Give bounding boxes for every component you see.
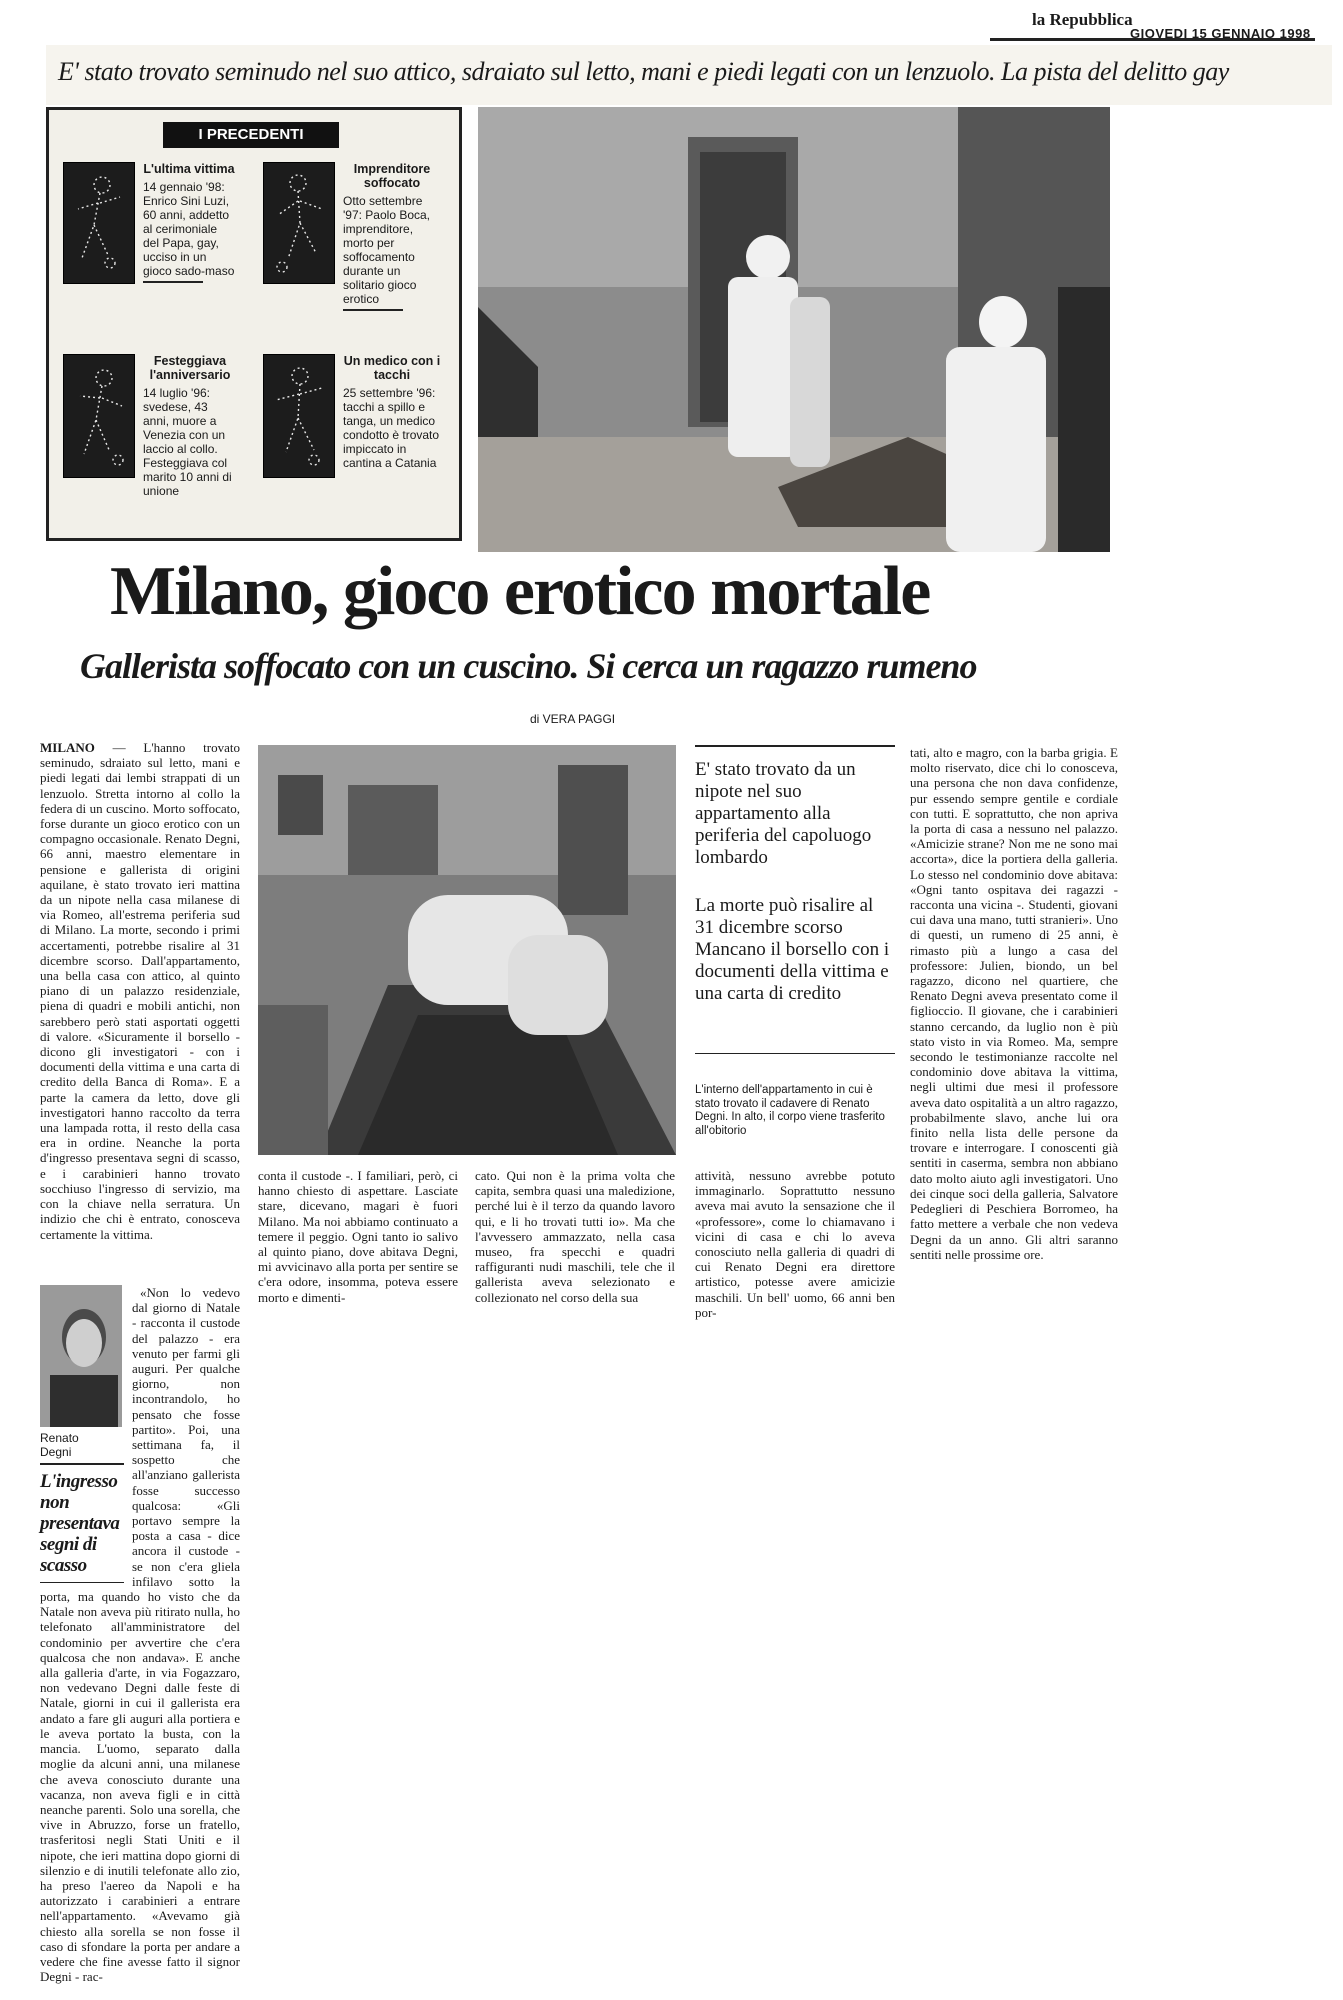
article-col1-part2: «Non lo vedevo dal giorno di Natale - racconta il custode del palazzo - era venuto per farmi gli auguri. Per qualche giorno, non incontrandolo, ho pensato che fosse partito». Poi, una settimana fa, il sospetto che all'anziano gallerista fosse successo qualcosa: «Gli portavo sempre la posta a casa - dice ancora il custode - se non c'era gliela infilavo sotto la porta, ma quando ho visto che da Natale non aveva più ritirato nulla, ho telefonato all'amministratore del condominio per avvertire che c'era qualcosa che non andava». E anche alla galleria d'arte, in via Fogazzaro, non vedevano Degni dalle feste di Natale, giorni in cui il gallerista era andato a fare gli auguri alla portiera e le aveva portato la busta, con la mancia. L'uomo, separato dalla moglie da alcuni anni, una milanese che aveva conosciuto durante una vacanza, non aveva figli e in città neanche parenti. Solo una sorella, che vive in Abruzzo, forse un fratello, trasferitosi negli Stati Uniti e il nipote, che ieri mattina dopo giorni di silenzio e di inutili telefonate allo zio, ha preso l'aereo da Napoli e ha autorizzato i carabinieri a entrare nell'appartamento. «Avevamo già chiesto alla sorella se non fosse il caso di sfondare la porta per andare a vedere che fine avesse fatto il signor Degni - rac- bbox=[40, 1285, 240, 1985]
masthead-brand: la Repubblica bbox=[1032, 10, 1133, 29]
case-1-text: 14 gennaio '98: Enrico Sini Luzi, 60 anni, addetto al cerimoniale del Papa, gay, ucciso in un gioco sado-maso bbox=[143, 180, 235, 278]
case-2 bbox=[343, 162, 441, 311]
pullquote-column bbox=[695, 745, 895, 1138]
case-3-thumbnail bbox=[63, 354, 135, 478]
article-column-4: attività, nessuno avrebbe potuto immaginarlo. Soprattutto nessuno aveva mai avuto la sensazione che il «professore», come lo chiamavano i vicini di casa e chi lo aveva conosciuto nella galleria di quadri di cui Renato Degni era direttore artistico, potesse avere amicizie maschili. Un bell' uomo, 66 anni ben por- bbox=[695, 1168, 895, 1320]
case-2-text: Otto settembre '97: Paolo Boca, imprenditore, morto per soffocamento durante un solitario gioco erotico bbox=[343, 194, 431, 306]
portrait-quote: L'ingresso non presentava segni di scasso bbox=[40, 1471, 120, 1576]
top-photo-illustration bbox=[478, 107, 1110, 552]
article-col1-part1: — L'hanno trovato seminudo, sdraiato sul letto, mani e piedi legati dai lembi strappati di un lenzuolo. Stretta intorno al collo la federa di un cuscino. Morto soffocato, forse durante un gioco erotico con un compagno occasionale. Renato Degni, 66 anni, maestro elementare in pensione e gallerista di origini aquilane, è stato trovato ieri mattina da un nipote nella casa milanese di via Romeo, all'estrema periferia sud di Milano. La morte, secondo i primi accertamenti, potrebbe risalire al 31 dicembre scorso. Dall'appartamento, una bella casa con attico, al quinto piano di un palazzo residenziale, piena di quadri e mobili antichi, non sarebbero però stati asportati oggetti di valore. «Sicuramente il borsello - dicono gli investigatori - con i documenti della vittima e una carta di credito della Banca di Roma». E a parte la camera da letto, dove gli investigatori hanno raccolto da terra una lampada rotta, il resto della casa era in ordine. Neanche la porta d'ingresso presentava segni di scasso, e i carabinieri hanno trovato socchiuso l'ingresso di servizio, ma con la chiave nella serratura. Un indizio che chi è entrato, conosceva certamente la vittima. bbox=[40, 740, 240, 1242]
case-1-rule bbox=[143, 281, 203, 283]
precedenti-box bbox=[46, 107, 462, 541]
subheadline: Gallerista soffocato con un cuscino. Si cerca un ragazzo rumeno bbox=[80, 646, 977, 686]
pullquote-top-rule bbox=[695, 745, 895, 747]
interior-photo-illustration bbox=[258, 745, 676, 1155]
pullquote-2: La morte può risalire al 31 dicembre scorso Mancano il borsello con i documenti della vittima e una carta di credito bbox=[695, 895, 890, 1004]
case-1 bbox=[143, 162, 235, 283]
article-column-3: cato. Qui non è la prima volta che capita, sembra quasi una maledizione, perché lui è il terzo da quando lavoro qui, e li ho trovati tutti io». Ma che l'avvessero ammazzato, nella casa museo, fra specchi e quadri raffiguranti nudi maschili, tele che il gallerista aveva selezionato e collezionato nel corso della sua bbox=[475, 1168, 675, 1305]
article-column-2: conta il custode -. I familiari, però, ci hanno chiesto di aspettare. Lasciate stare, dicevano, magari è fuori Milano. Ma noi abbiamo continuato a temere il peggio. Ogni tanto io salivo al quinto piano, dove abitava Degni, mi avvicinavo alla porta per sentire se c'era odore, insomma, poteva essere morto e dimenti- bbox=[258, 1168, 458, 1305]
pullquote-1: E' stato trovato da un nipote nel suo appartamento alla periferia del capoluogo lombardo bbox=[695, 759, 872, 868]
article-column-5 bbox=[910, 745, 1118, 1262]
case-2-title: Imprenditore soffocato bbox=[353, 162, 431, 190]
case-4-text: 25 settembre '96: tacchi a spillo e tanga, un medico condotto è trovato impiccato in cantina a Catania bbox=[343, 386, 440, 470]
portrait-caption: Renato Degni bbox=[40, 1431, 79, 1459]
case-3 bbox=[143, 354, 237, 498]
case-4-title: Un medico con i tacchi bbox=[343, 354, 441, 382]
byline: di VERA PAGGI bbox=[530, 712, 616, 726]
case-3-text: 14 luglio '96: svedese, 43 anni, muore a Venezia con un laccio al collo. Festeggiava col marito 10 anni di unione bbox=[143, 386, 232, 498]
portrait-spacer bbox=[40, 1285, 132, 1585]
masthead-date: GIOVEDI 15 GENNAIO 1998 bbox=[1130, 26, 1311, 41]
case-4 bbox=[343, 354, 441, 470]
pullquote-bottom-rule bbox=[695, 1053, 895, 1054]
case-3-title: Festeggiava l'anniversario bbox=[149, 354, 231, 382]
masthead bbox=[990, 8, 1315, 42]
top-photo bbox=[478, 107, 1110, 552]
headline: Milano, gioco erotico mortale bbox=[110, 553, 930, 630]
case-2-rule bbox=[343, 309, 403, 311]
article-column-1-bottom bbox=[40, 1285, 240, 1985]
case-2-thumbnail bbox=[263, 162, 335, 284]
article-dateline: MILANO bbox=[40, 740, 95, 755]
case-1-thumbnail bbox=[63, 162, 135, 284]
kicker: E' stato trovato seminudo nel suo attico, sdraiato sul letto, mani e piedi legati con un lenzuolo. La pista del delitto gay bbox=[58, 57, 1229, 86]
photo-caption: L'interno dell'appartamento in cui è stato trovato il cadavere di Renato Degni. In alto, il corpo viene trasferito all'obitorio bbox=[695, 1084, 885, 1137]
article-col5-text: tati, alto e magro, con la barba grigia. E molto riservato, dice chi lo conosceva, una persona che non dava confidenze, pur essendo sempre gentile e cordiale con tutti. E soprattutto, che non apriva la porta di casa a nessuno nel palazzo. «Amicizie strane? Non me ne sono mai accorta», dice la portiera della galleria. Lo stesso nel condominio dove abitava: «Ogni tanto ospitava dei ragazzi - racconta una vicina -. Studenti, giovani cui dava una mano, tutti stranieri». Uno di questi, un rumeno di 25 anni, è rimasto più a lungo a casa del professore: Julien, biondo, un bel ragazzo, dicono nel quartiere, che Renato Degni aveva presentato come il figlioccio. Il giovane, che i carabinieri stanno cercando, da luglio non è più stato visto in via Romeo. Ma, sempre secondo le testimonianze raccolte nel condominio dove abitava la vittima, negli ultimi due mesi il professore aveva dato ospitalità a un altro ragazzo, probabilmente slavo, anche lui ora finito nella lista delle persone da trovare e interrogare. I conoscenti già sentiti in caserma, sembra non abbiano dato molto aiuto agli investigatori. Uno dei cinque soci della galleria, Salvatore Pedeglieri di Peschiera Borromeo, ha fatto mettere a verbale che non vedeva Degni da un anno. Gli altri saranno sentiti nelle prossime ore. bbox=[910, 745, 1118, 1262]
case-4-thumbnail bbox=[263, 354, 335, 478]
article-column-1 bbox=[40, 740, 240, 1242]
precedenti-title: I PRECEDENTI bbox=[163, 122, 339, 148]
interior-photo bbox=[258, 745, 676, 1155]
case-1-title: L'ultima vittima bbox=[143, 162, 235, 176]
kicker-strip bbox=[46, 45, 1332, 105]
